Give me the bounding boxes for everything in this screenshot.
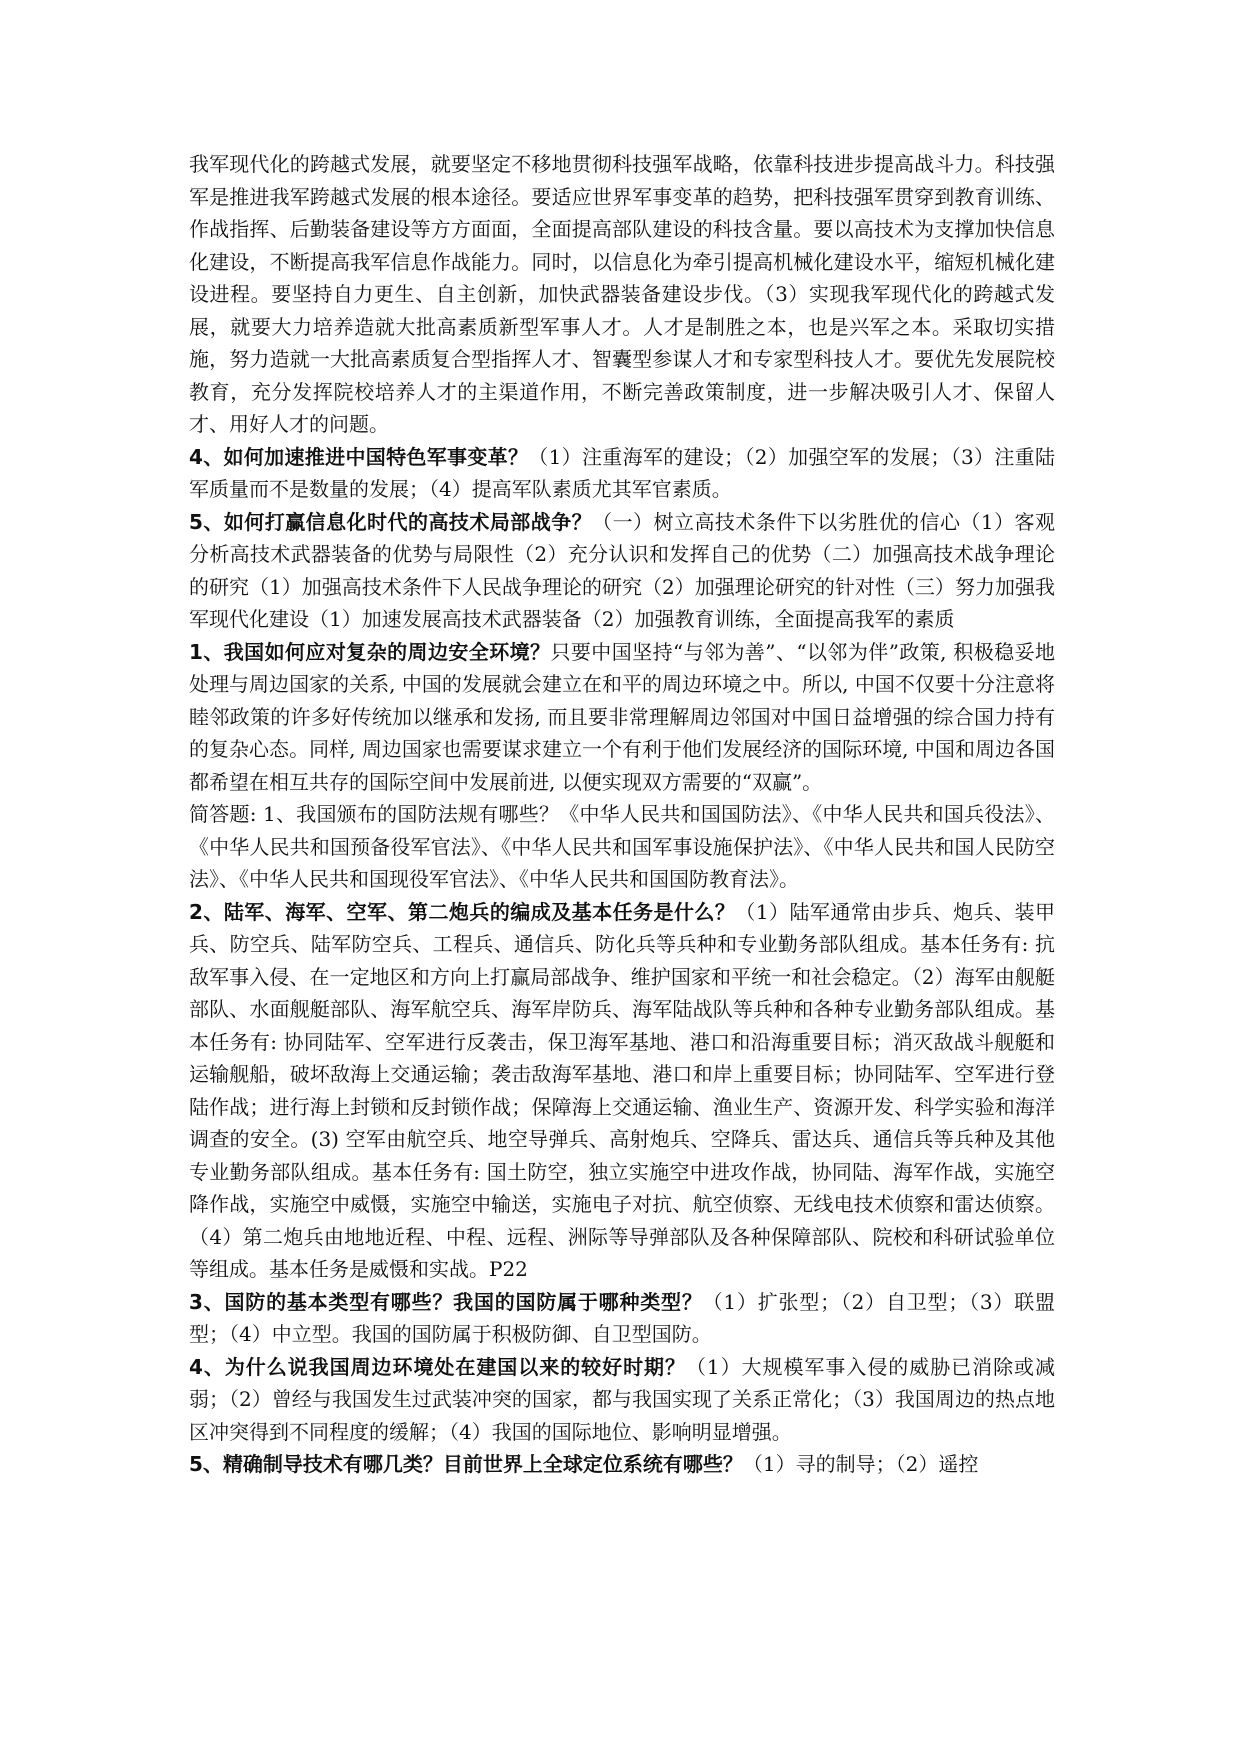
question-heading: 3、国防的基本类型有哪些？我国的国防属于哪种类型？: [189, 1289, 703, 1314]
paragraph-text: （1）寻的制导；（2）遥控: [742, 1452, 979, 1476]
question-heading: 2、陆军、海军、空军、第二炮兵的编成及基本任务是什么？: [189, 899, 736, 924]
question-heading: 1、我国如何应对复杂的周边安全环境？: [189, 639, 551, 664]
paragraph-text: （1）注重海军的建设；（2）加强空军的发展；（3）注重陆军质量而不是数量的发展；（4）提高军队素质尤其军官素质。: [189, 444, 1055, 501]
paragraph-5: [189, 896, 1055, 1286]
paragraph-1: [189, 441, 1055, 506]
paragraph-text: （一）树立高技术条件下以劣胜优的信心（1）客观分析高技术武器装备的优势与局限性（2）充分认识和发挥自己的优势（二）加强高技术战争理论的研究（1）加强高技术条件下人民战争理论的研究（2）加强理论研究的针对性（三）努力加强我军现代化建设（1）加速发展高技术武器装备（2）加强教育训练，全面提高我军的素质: [189, 509, 1055, 631]
question-heading: 5、精确制导技术有哪几类？目前世界上全球定位系统有哪些？: [189, 1452, 743, 1476]
paragraph-0: [189, 148, 1055, 441]
question-heading: 5、如何打赢信息化时代的高技术局部战争？: [189, 509, 593, 534]
paragraph-8: [189, 1448, 1055, 1481]
paragraph-text: （1）陆军通常由步兵、炮兵、装甲兵、防空兵、陆军防空兵、工程兵、通信兵、防化兵等兵种和专业勤务部队组成。基本任务有: 抗敌军事入侵、在一定地区和方向上打赢局部战争、维护国家和平统一和社会稳定。（2）海军由舰艇部队、水面舰艇部队、海军航空兵、海军岸防兵、海军陆战队等兵种和各种专业勤务部队组成。基本任务有: 协同陆军、空军进行反袭击，保卫海军基地、港口和沿海重要目标；消灭敌战斗舰艇和运输舰船，破坏敌海上交通运输；袭击敌海军基地、港口和岸上重要目标；协同陆军、空军进行登陆作战；进行海上封锁和反封锁作战；保障海上交通运输、渔业生产、资源开发、科学实验和海洋调查的安全。(3) 空军由航空兵、地空导弹兵、高射炮兵、空降兵、雷达兵、通信兵等兵种及其他专业勤务部队组成。基本任务有: 国土防空，独立实施空中进攻作战，协同陆、海军作战，实施空降作战，实施空中威慑，实施空中输送，实施电子对抗、航空侦察、无线电技术侦察和雷达侦察。（4）第二炮兵由地地近程、中程、远程、洲际等导弹部队及各种保障部队、院校和科研试验单位等组成。基本任务是威慑和实战。P22: [189, 899, 1055, 1281]
paragraph-text: （1）扩张型；（2）自卫型；（3）联盟型；（4）中立型。我国的国防属于积极防御、自卫型国防。: [189, 1289, 1055, 1346]
paragraph-3: [189, 636, 1055, 799]
paragraph-7: [189, 1351, 1055, 1449]
paragraph-text: 我军现代化的跨越式发展，就要坚定不移地贯彻科技强军战略，依靠科技进步提高战斗力。科技强军是推进我军跨越式发展的根本途径。要适应世界军事变革的趋势，把科技强军贯穿到教育训练、作战指挥、后勤装备建设等方方面面，全面提高部队建设的科技含量。要以高技术为支撑加快信息化建设，不断提高我军信息作战能力。同时，以信息化为牵引提高机械化建设水平，缩短机械化建设进程。要坚持自力更生、自主创新，加快武器装备建设步伐。（3）实现我军现代化的跨越式发展，就要大力培养造就大批高素质新型军事人才。人才是制胜之本，也是兴军之本。采取切实措施，努力造就一大批高素质复合型指挥人才、智囊型参谋人才和专家型科技人才。要优先发展院校教育，充分发挥院校培养人才的主渠道作用，不断完善政策制度，进一步解决吸引人才、保留人才、用好人才的问题。: [189, 152, 1055, 436]
paragraph-text: 简答题: 1、我国颁布的国防法规有哪些？《中华人民共和国国防法》、《中华人民共和国兵役法》、《中华人民共和国预备役军官法》、《中华人民共和国军事设施保护法》、《中华人民共和国人民防空法》、《中华人民共和国现役军官法》、《中华人民共和国国防教育法》。: [189, 802, 1055, 891]
document-body: [189, 148, 1055, 1481]
paragraph-text: （1）大规模军事入侵的威胁已消除或减弱；（2）曾经与我国发生过武装冲突的国家，都与我国实现了关系正常化；（3）我国周边的热点地区冲突得到不同程度的缓解；（4）我国的国际地位、影响明显增强。: [189, 1354, 1055, 1444]
paragraph-6: [189, 1286, 1055, 1351]
paragraph-2: [189, 506, 1055, 636]
paragraph-text: 只要中国坚持“与邻为善”、“以邻为伴”政策, 积极稳妥地处理与周边国家的关系, 中国的发展就会建立在和平的周边环境之中。所以, 中国不仅要十分注意将睦邻政策的许多好传统加以继承和发扬, 而且要非常理解周边邻国对中国日益增强的综合国力持有的复杂心态。同样, 周边国家也需要谋求建立一个有利于他们发展经济的国际环境, 中国和周边各国都希望在相互共存的国际空间中发展前进, 以便实现双方需要的“双赢”。: [189, 639, 1055, 794]
question-heading: 4、如何加速推进中国特色军事变革？: [189, 444, 529, 469]
paragraph-4: [189, 798, 1055, 896]
question-heading: 4、为什么说我国周边环境处在建国以来的较好时期？: [189, 1354, 686, 1379]
